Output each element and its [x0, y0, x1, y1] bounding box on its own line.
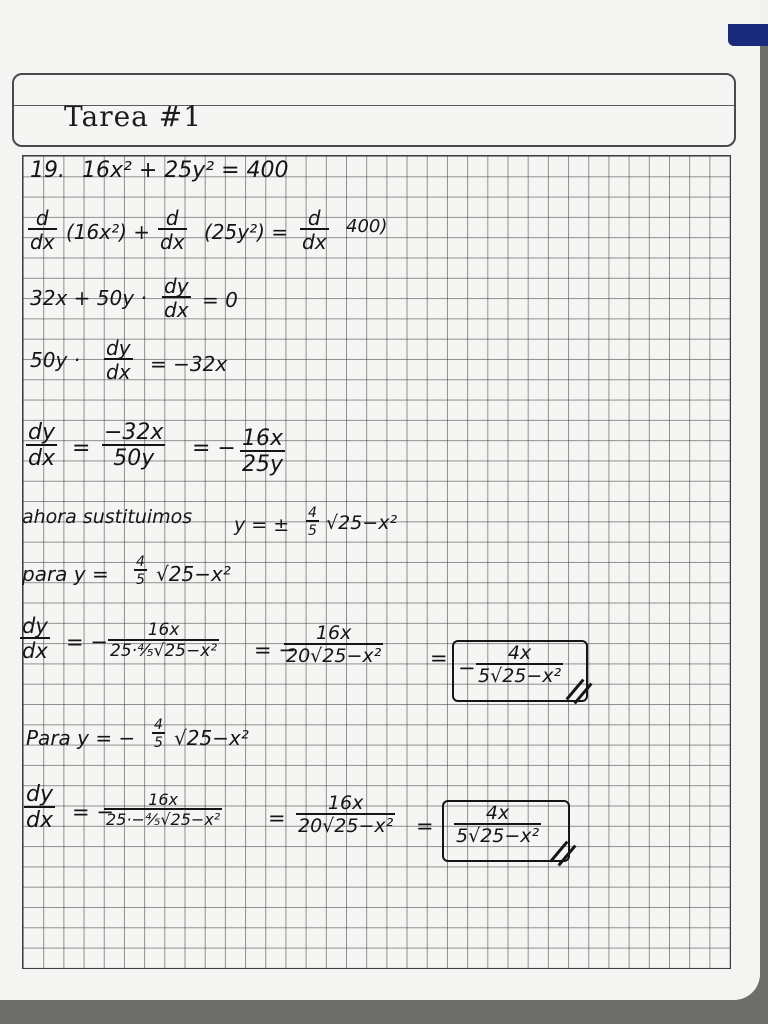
fraction-denominator: 5√25−x²	[478, 665, 562, 687]
derivative-term-2: (25y²) =	[204, 220, 289, 244]
radical-expression: √25−x²	[174, 726, 249, 750]
fraction-numerator: −32x	[104, 420, 164, 445]
equals-sign: =	[268, 806, 286, 830]
dx-denominator: dx	[302, 230, 327, 254]
dx-denominator: dx	[106, 360, 131, 384]
fraction-numerator: 4	[308, 505, 317, 521]
fraction-16x-25y	[240, 428, 285, 476]
dx-denominator: dx	[30, 230, 55, 254]
result-fraction-1	[476, 644, 563, 686]
problem-number: 19.	[30, 158, 65, 183]
graph-paper-grid	[22, 155, 731, 969]
derivative-rhs: 400)	[346, 216, 388, 237]
equals-minus: = −	[66, 630, 108, 654]
fraction-denominator: 5√25−x²	[456, 825, 540, 847]
dx-denominator: dx	[26, 808, 53, 833]
notebook-cover-corner	[728, 24, 768, 46]
dx-denominator: dx	[22, 639, 48, 663]
fraction-denominator: 5	[306, 520, 319, 538]
substitution-text: ahora sustituimos	[22, 506, 193, 528]
fraction-numerator: 4	[136, 554, 145, 570]
dy-numerator: dy	[26, 782, 53, 807]
equals-sign: =	[416, 814, 434, 838]
fraction-denominator: 20√25−x²	[298, 815, 394, 837]
result-sign: −	[458, 656, 476, 680]
fraction-numerator: 4x	[507, 642, 532, 664]
equals-minus: = −	[72, 800, 114, 824]
step-2-left: 32x + 50y ·	[30, 286, 147, 310]
fraction-denominator: 50y	[102, 444, 165, 470]
page-title: Tarea #1	[64, 100, 203, 133]
fraction-numerator: 4x	[485, 802, 510, 824]
substitution-y: y = ±	[234, 514, 290, 536]
equals-minus: = −	[254, 638, 296, 662]
dy-numerator: dy	[106, 336, 131, 360]
dy-numerator: dy	[28, 420, 55, 445]
radical-expression: √25−x²	[326, 512, 398, 534]
d-dx-operator-3	[300, 208, 329, 252]
fraction-4-5	[134, 555, 147, 587]
dy-dx-lhs	[20, 616, 50, 662]
fraction-numerator: 16x	[242, 426, 284, 451]
fraction-numerator: 16x	[147, 620, 180, 640]
step-3-left: 50y ·	[30, 348, 80, 372]
dx-denominator: dx	[28, 446, 55, 471]
step-3-right: = −32x	[150, 352, 228, 376]
fraction-16x-over-25-neg-root	[104, 792, 222, 828]
fraction-denominator: 25y	[242, 452, 284, 477]
fraction-denominator: 20√25−x²	[286, 645, 382, 667]
result-fraction-2	[454, 804, 541, 846]
derivative-term-1: (16x²) +	[66, 220, 151, 244]
fraction-numerator: 16x	[315, 622, 352, 644]
d-numerator: d	[35, 206, 49, 230]
fraction-denominator: 5	[152, 732, 165, 750]
fraction-4-5	[152, 718, 165, 750]
equals-sign: =	[72, 436, 91, 461]
equals-sign: =	[430, 646, 448, 670]
dy-dx-lhs	[26, 422, 57, 470]
dx-denominator: dx	[164, 298, 189, 322]
d-numerator: d	[307, 206, 321, 230]
dy-dx-lhs	[24, 784, 55, 832]
fraction-denominator: 25·−⁴⁄₅√25−x²	[106, 810, 221, 829]
fraction-denominator: 5	[134, 569, 147, 587]
equals-minus: = −	[192, 436, 236, 461]
dy-numerator: dy	[22, 614, 48, 638]
case-1-label: para y =	[22, 562, 109, 586]
problem-equation: 16x² + 25y² = 400	[82, 158, 289, 183]
step-2-right: = 0	[202, 288, 238, 312]
dy-numerator: dy	[164, 274, 189, 298]
fraction-minus32x-50y	[102, 422, 165, 470]
d-dx-operator-1	[28, 208, 57, 252]
case-2-label: Para y = −	[26, 726, 136, 750]
fraction-numerator: 16x	[327, 792, 364, 814]
fraction-numerator: 4	[154, 717, 163, 733]
radical-expression: √25−x²	[156, 562, 231, 586]
fraction-16x-over-20-root	[284, 624, 383, 666]
fraction-denominator: 25·⁴⁄₅√25−x²	[110, 641, 218, 661]
d-dx-operator-2	[158, 208, 187, 252]
fraction-16x-over-25-root	[108, 622, 219, 660]
d-numerator: d	[165, 206, 179, 230]
dy-dx-fraction	[162, 276, 191, 320]
dx-denominator: dx	[160, 230, 185, 254]
fraction-16x-over-20-root	[296, 794, 395, 836]
fraction-4-5	[306, 506, 319, 538]
fraction-numerator: 16x	[148, 790, 179, 809]
dy-dx-fraction	[104, 338, 133, 382]
